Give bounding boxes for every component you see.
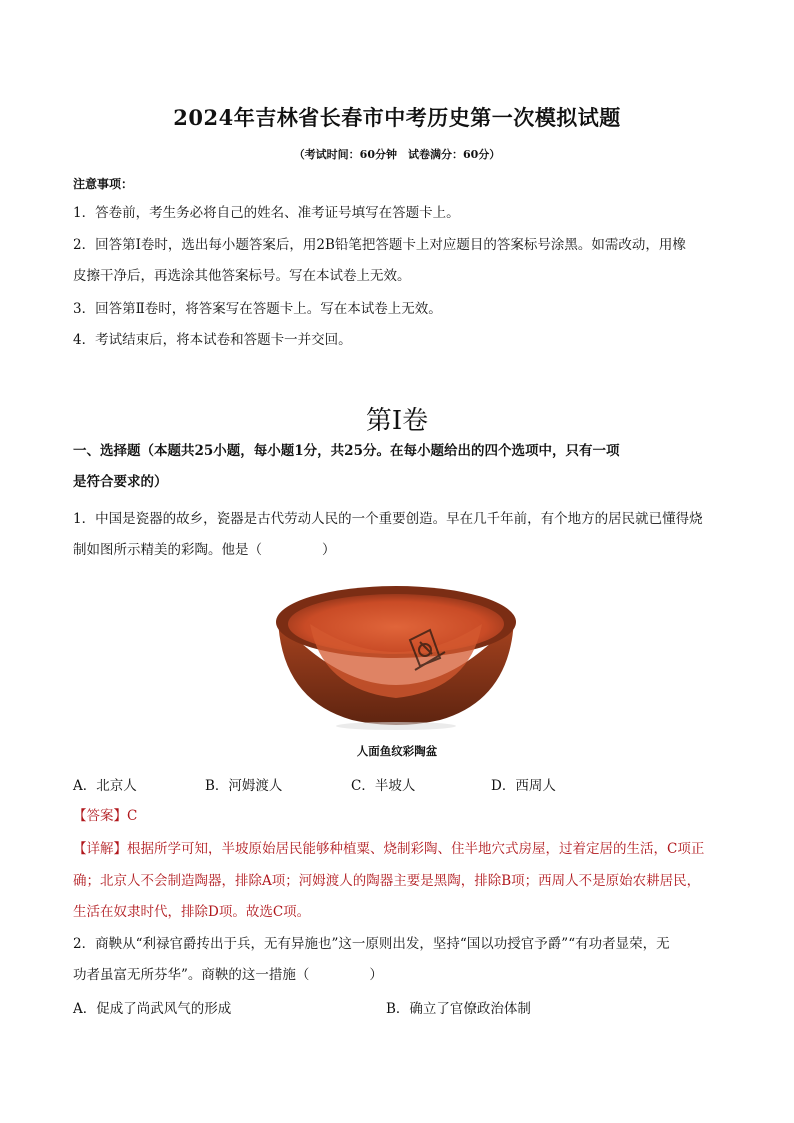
note-item-2: 2．回答第Ⅰ卷时，选出每小题答案后，用2B铅笔把答题卡上对应题目的答案标号涂黑。如需改动，用橡 [73, 237, 686, 253]
q1-option-b: B．河姆渡人 [205, 778, 283, 794]
q2-option-b: B．确立了官僚政治体制 [386, 1001, 531, 1017]
q1-detail [73, 839, 723, 859]
section-heading-cont: 是符合要求的） [73, 474, 168, 490]
q2-option-a: A．促成了尚武风气的形成 [73, 1001, 232, 1017]
exam-info: （考试时间：60分钟 试卷满分：60分） [293, 148, 501, 161]
note-item-1: 1．答卷前，考生务必将自己的姓名、准考证号填写在答题卡上。 [73, 205, 460, 221]
q1-detail-cont-1: 确；北京人不会制造陶器，排除A项；河姆渡人的陶器主要是黑陶，排除B项；西周人不是原始农耕居民， [73, 873, 701, 889]
section-heading: 一、选择题（本题共25小题，每小题1分，共25分。在每小题给出的四个选项中，只有一项 [73, 443, 620, 459]
q1-detail-cont-2: 生活在奴隶时代，排除D项。故选C项。 [73, 904, 311, 920]
volume-title: 第Ⅰ卷 [365, 406, 429, 436]
notes-heading: 注意事项： [73, 177, 134, 191]
note-item-4: 4．考试结束后，将本试卷和答题卡一并交回。 [73, 332, 352, 348]
figure-caption: 人面鱼纹彩陶盆 [356, 744, 438, 758]
q1-stem-suffix: ） [322, 542, 336, 558]
q2-stem: 2．商鞅从“利禄官爵抟出于兵，无有异施也”这一原则出发，坚持“国以功授官予爵”“有功者显荣，无 [73, 936, 670, 952]
q1-stem: 1．中国是瓷器的故乡，瓷器是古代劳动人民的一个重要创造。早在几千年前，有个地方的居民就已懂得烧 [73, 511, 703, 527]
q2-stem-suffix: ） [369, 967, 383, 983]
q2-stem-prefix: 功者虽富无所芬华”。商鞅的这一措施（ [73, 967, 310, 983]
q1-stem-cont [73, 540, 723, 560]
page-title: 2024年吉林省长春市中考历史第一次模拟试题 [173, 105, 621, 130]
q1-option-a: A．北京人 [73, 778, 137, 794]
q1-stem-prefix: 制如图所示精美的彩陶。他是（ [73, 542, 262, 558]
painted-pottery-basin-image [270, 580, 522, 730]
q1-option-d: D．西周人 [491, 778, 556, 794]
q1-option-c: C．半坡人 [351, 778, 416, 794]
detail-text-1: 根据所学可知，半坡原始居民能够种植粟、烧制彩陶、住半地穴式房屋，过着定居的生活，C项正 [127, 841, 705, 857]
answer-label: 【答案】 [73, 808, 127, 824]
note-item-2-cont: 皮擦干净后，再选涂其他答案标号。写在本试卷上无效。 [73, 268, 411, 284]
note-item-3: 3．回答第Ⅱ卷时，将答案写在答题卡上。写在本试卷上无效。 [73, 301, 442, 317]
detail-label: 【详解】 [73, 841, 127, 857]
answer-value: C [127, 808, 138, 824]
q2-stem-cont [73, 965, 723, 985]
q1-answer [73, 806, 723, 826]
